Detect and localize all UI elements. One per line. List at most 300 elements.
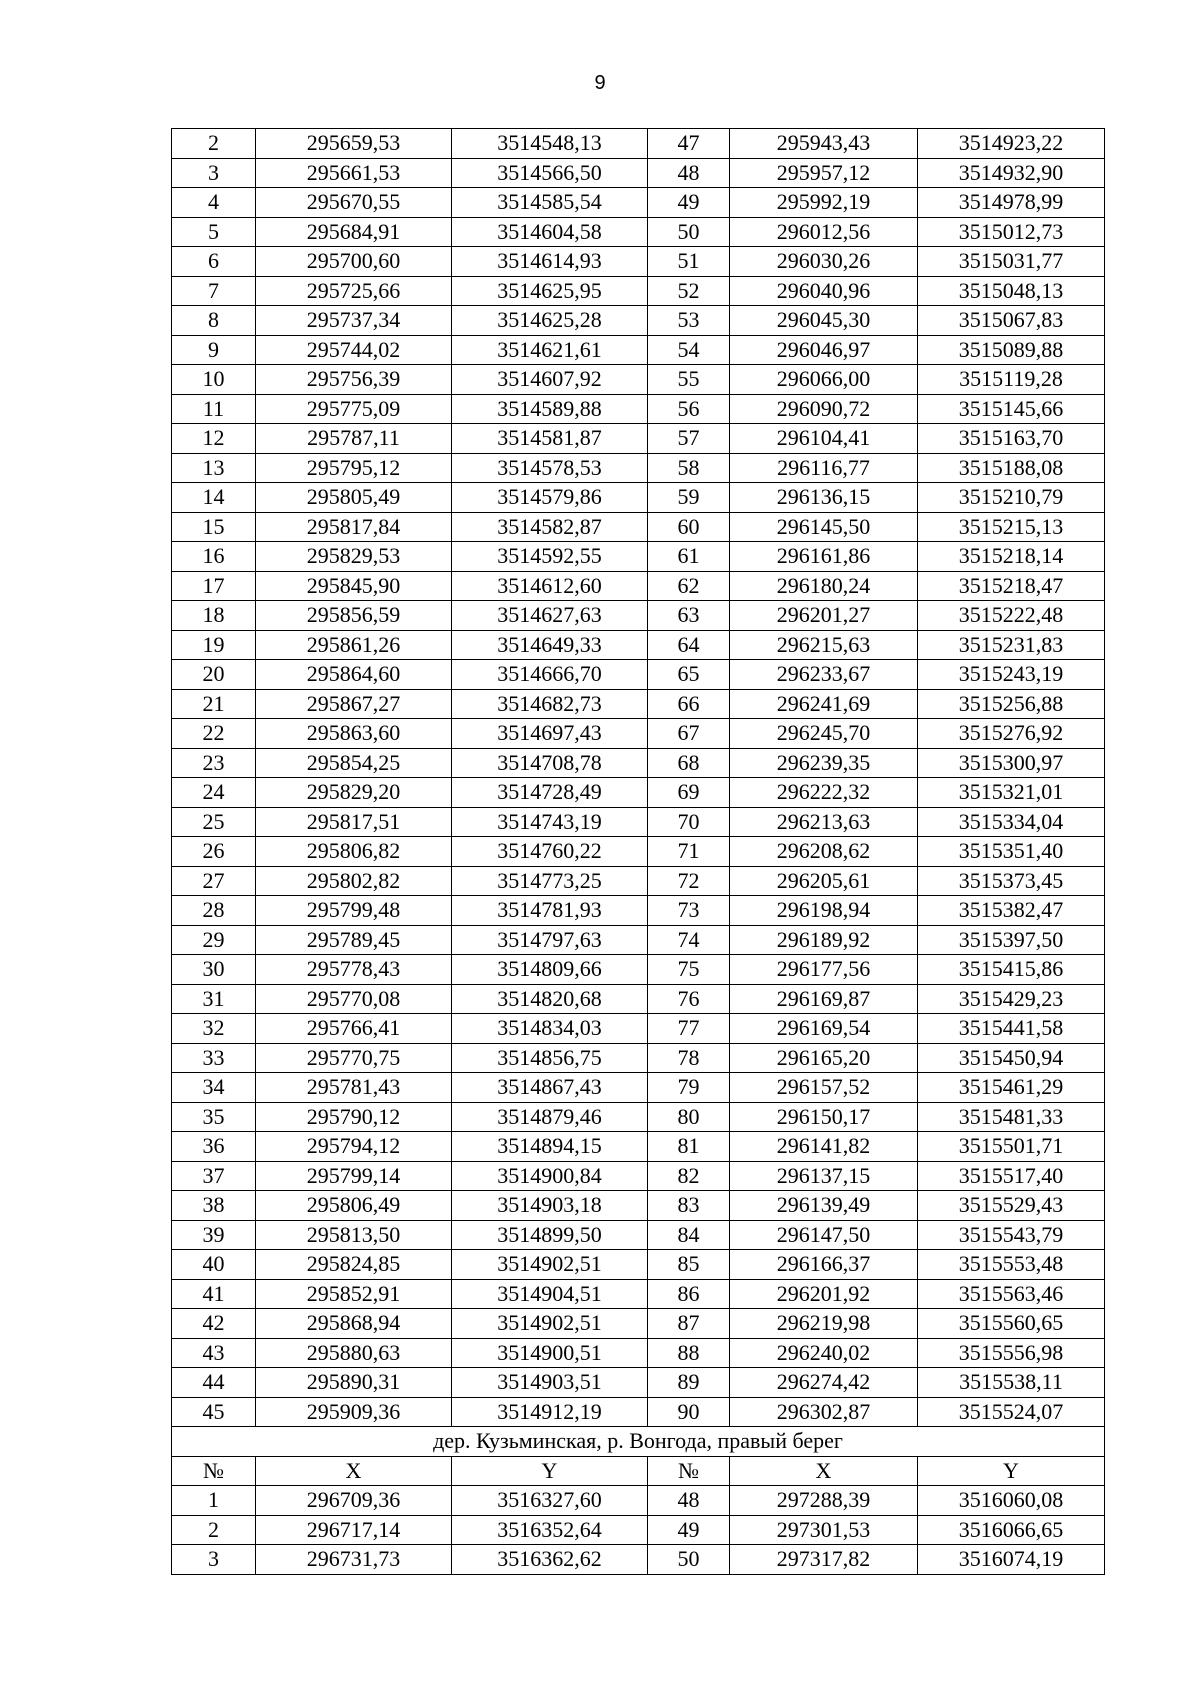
y-coordinate-cell: 3515556,98	[918, 1338, 1105, 1368]
x-header: X	[256, 1456, 452, 1486]
x-coordinate-cell: 295943,43	[730, 129, 918, 159]
point-number-cell: 40	[172, 1250, 256, 1280]
table-row	[172, 158, 1105, 188]
x-coordinate-cell: 296302,87	[730, 1397, 918, 1427]
x-coordinate-cell: 295829,20	[256, 778, 452, 808]
y-coordinate-cell: 3515188,08	[918, 453, 1105, 483]
table-row	[172, 453, 1105, 483]
y-coordinate-cell: 3514902,51	[452, 1250, 648, 1280]
y-coordinate-cell: 3515243,19	[918, 660, 1105, 690]
y-coordinate-cell: 3515481,33	[918, 1102, 1105, 1132]
y-coordinate-cell: 3514900,84	[452, 1161, 648, 1191]
x-coordinate-cell: 296139,49	[730, 1191, 918, 1221]
point-number-cell: 68	[648, 748, 730, 778]
table-row	[172, 424, 1105, 454]
point-number-cell: 5	[172, 217, 256, 247]
table-row	[172, 129, 1105, 159]
y-coordinate-cell: 3515563,46	[918, 1279, 1105, 1309]
x-coordinate-cell: 295829,53	[256, 542, 452, 572]
table-row	[172, 512, 1105, 542]
y-coordinate-cell: 3515351,40	[918, 837, 1105, 867]
x-coordinate-cell: 296241,69	[730, 689, 918, 719]
table-row	[172, 748, 1105, 778]
y-coordinate-cell: 3514649,33	[452, 630, 648, 660]
section-title-row	[172, 1427, 1105, 1457]
point-number-cell: 19	[172, 630, 256, 660]
y-coordinate-cell: 3514627,63	[452, 601, 648, 631]
table-row	[172, 1220, 1105, 1250]
point-number-cell: 26	[172, 837, 256, 867]
y-coordinate-cell: 3515373,45	[918, 866, 1105, 896]
point-number-cell: 18	[172, 601, 256, 631]
y-coordinate-cell: 3515031,77	[918, 247, 1105, 277]
point-number-cell: 23	[172, 748, 256, 778]
x-coordinate-cell: 295806,82	[256, 837, 452, 867]
x-coordinate-cell: 296169,87	[730, 984, 918, 1014]
point-number-cell: 6	[172, 247, 256, 277]
x-coordinate-cell: 296116,77	[730, 453, 918, 483]
table-row	[172, 365, 1105, 395]
x-coordinate-cell: 295670,55	[256, 188, 452, 218]
point-number-cell: 45	[172, 1397, 256, 1427]
point-number-cell: 21	[172, 689, 256, 719]
y-coordinate-cell: 3516327,60	[452, 1486, 648, 1516]
point-number-cell: 73	[648, 896, 730, 926]
point-number-cell: 32	[172, 1014, 256, 1044]
x-coordinate-cell: 296165,20	[730, 1043, 918, 1073]
table-row	[172, 1309, 1105, 1339]
y-coordinate-cell: 3514743,19	[452, 807, 648, 837]
table-row	[172, 866, 1105, 896]
point-number-cell: 9	[172, 335, 256, 365]
table-row	[172, 276, 1105, 306]
point-number-cell: 59	[648, 483, 730, 513]
table-row	[172, 1102, 1105, 1132]
x-coordinate-cell: 295813,50	[256, 1220, 452, 1250]
y-coordinate-cell: 3515163,70	[918, 424, 1105, 454]
x-coordinate-cell: 296166,37	[730, 1250, 918, 1280]
x-coordinate-cell: 296012,56	[730, 217, 918, 247]
x-coordinate-cell: 295794,12	[256, 1132, 452, 1162]
table-row	[172, 1073, 1105, 1103]
y-coordinate-cell: 3514760,22	[452, 837, 648, 867]
y-coordinate-cell: 3515321,01	[918, 778, 1105, 808]
point-number-cell: 54	[648, 335, 730, 365]
point-number-cell: 82	[648, 1161, 730, 1191]
point-number-cell: 81	[648, 1132, 730, 1162]
point-number-cell: 76	[648, 984, 730, 1014]
x-coordinate-cell: 295817,84	[256, 512, 452, 542]
y-coordinate-cell: 3514879,46	[452, 1102, 648, 1132]
y-coordinate-cell: 3514578,53	[452, 453, 648, 483]
point-number-cell: 53	[648, 306, 730, 336]
x-coordinate-cell: 296136,15	[730, 483, 918, 513]
point-number-cell: 16	[172, 542, 256, 572]
y-coordinate-cell: 3514773,25	[452, 866, 648, 896]
x-coordinate-cell: 295957,12	[730, 158, 918, 188]
x-coordinate-cell: 295737,34	[256, 306, 452, 336]
y-coordinate-cell: 3515300,97	[918, 748, 1105, 778]
x-coordinate-cell: 296709,36	[256, 1486, 452, 1516]
y-coordinate-cell: 3516352,64	[452, 1515, 648, 1545]
point-number-cell: 24	[172, 778, 256, 808]
y-coordinate-cell: 3515048,13	[918, 276, 1105, 306]
y-coordinate-cell: 3514899,50	[452, 1220, 648, 1250]
x-coordinate-cell: 295802,82	[256, 866, 452, 896]
table-row	[172, 1515, 1105, 1545]
point-number-cell: 84	[648, 1220, 730, 1250]
y-coordinate-cell: 3515210,79	[918, 483, 1105, 513]
y-coordinate-cell: 3514781,93	[452, 896, 648, 926]
x-coordinate-cell: 295795,12	[256, 453, 452, 483]
y-coordinate-cell: 3514607,92	[452, 365, 648, 395]
y-coordinate-cell: 3516066,65	[918, 1515, 1105, 1545]
x-coordinate-cell: 295661,53	[256, 158, 452, 188]
point-number-cell: 79	[648, 1073, 730, 1103]
table-row	[172, 719, 1105, 749]
x-coordinate-cell: 296147,50	[730, 1220, 918, 1250]
table-row	[172, 1250, 1105, 1280]
x-coordinate-cell: 296177,56	[730, 955, 918, 985]
x-coordinate-cell: 295805,49	[256, 483, 452, 513]
point-number-cell: 36	[172, 1132, 256, 1162]
y-coordinate-cell: 3514809,66	[452, 955, 648, 985]
y-coordinate-cell: 3514592,55	[452, 542, 648, 572]
point-number-cell: 30	[172, 955, 256, 985]
page-number: 9	[594, 72, 606, 94]
point-number-cell: 42	[172, 1309, 256, 1339]
x-coordinate-cell: 296141,82	[730, 1132, 918, 1162]
point-number-cell: 29	[172, 925, 256, 955]
x-coordinate-cell: 295817,51	[256, 807, 452, 837]
point-number-cell: 25	[172, 807, 256, 837]
table-row	[172, 394, 1105, 424]
x-coordinate-cell: 296169,54	[730, 1014, 918, 1044]
x-coordinate-cell: 297288,39	[730, 1486, 918, 1516]
y-coordinate-cell: 3514666,70	[452, 660, 648, 690]
y-coordinate-cell: 3515560,65	[918, 1309, 1105, 1339]
x-coordinate-cell: 295852,91	[256, 1279, 452, 1309]
point-number-cell: 8	[172, 306, 256, 336]
point-number-cell: 72	[648, 866, 730, 896]
point-number-cell: 51	[648, 247, 730, 277]
point-number-cell: 14	[172, 483, 256, 513]
table-row	[172, 601, 1105, 631]
table-row	[172, 630, 1105, 660]
x-coordinate-cell: 296066,00	[730, 365, 918, 395]
x-coordinate-cell: 295799,14	[256, 1161, 452, 1191]
number-header: №	[648, 1456, 730, 1486]
point-number-cell: 65	[648, 660, 730, 690]
y-coordinate-cell: 3514856,75	[452, 1043, 648, 1073]
y-coordinate-cell: 3515397,50	[918, 925, 1105, 955]
point-number-cell: 2	[172, 129, 256, 159]
y-coordinate-cell: 3515218,14	[918, 542, 1105, 572]
x-coordinate-cell: 296161,86	[730, 542, 918, 572]
x-header: X	[730, 1456, 918, 1486]
table-row	[172, 1397, 1105, 1427]
y-header: Y	[452, 1456, 648, 1486]
table-row	[172, 1191, 1105, 1221]
point-number-cell: 2	[172, 1515, 256, 1545]
point-number-cell: 11	[172, 394, 256, 424]
x-coordinate-cell: 297317,82	[730, 1545, 918, 1575]
y-coordinate-cell: 3515517,40	[918, 1161, 1105, 1191]
point-number-cell: 52	[648, 276, 730, 306]
point-number-cell: 41	[172, 1279, 256, 1309]
x-coordinate-cell: 296213,63	[730, 807, 918, 837]
point-number-cell: 34	[172, 1073, 256, 1103]
y-coordinate-cell: 3515501,71	[918, 1132, 1105, 1162]
x-coordinate-cell: 296045,30	[730, 306, 918, 336]
x-coordinate-cell: 295824,85	[256, 1250, 452, 1280]
table-row	[172, 483, 1105, 513]
point-number-cell: 80	[648, 1102, 730, 1132]
point-number-cell: 28	[172, 896, 256, 926]
y-coordinate-cell: 3516074,19	[918, 1545, 1105, 1575]
x-coordinate-cell: 295789,45	[256, 925, 452, 955]
table-row	[172, 1043, 1105, 1073]
point-number-cell: 50	[648, 217, 730, 247]
table-row	[172, 571, 1105, 601]
x-coordinate-cell: 296030,26	[730, 247, 918, 277]
x-coordinate-cell: 295864,60	[256, 660, 452, 690]
y-coordinate-cell: 3514697,43	[452, 719, 648, 749]
point-number-cell: 62	[648, 571, 730, 601]
point-number-cell: 17	[172, 571, 256, 601]
x-coordinate-cell: 295700,60	[256, 247, 452, 277]
x-coordinate-cell: 295845,90	[256, 571, 452, 601]
y-coordinate-cell: 3514912,19	[452, 1397, 648, 1427]
point-number-cell: 69	[648, 778, 730, 808]
x-coordinate-cell: 296201,92	[730, 1279, 918, 1309]
y-coordinate-cell: 3515524,07	[918, 1397, 1105, 1427]
x-coordinate-cell: 295854,25	[256, 748, 452, 778]
point-number-cell: 56	[648, 394, 730, 424]
point-number-cell: 38	[172, 1191, 256, 1221]
x-coordinate-cell: 296198,94	[730, 896, 918, 926]
y-coordinate-cell: 3514902,51	[452, 1309, 648, 1339]
point-number-cell: 49	[648, 1515, 730, 1545]
x-coordinate-cell: 296274,42	[730, 1368, 918, 1398]
point-number-cell: 1	[172, 1486, 256, 1516]
point-number-cell: 90	[648, 1397, 730, 1427]
x-coordinate-cell: 295856,59	[256, 601, 452, 631]
section-title: дер. Кузьминская, р. Вонгода, правый берег	[172, 1427, 1105, 1457]
x-coordinate-cell: 296180,24	[730, 571, 918, 601]
point-number-cell: 75	[648, 955, 730, 985]
table-row	[172, 1279, 1105, 1309]
y-coordinate-cell: 3514728,49	[452, 778, 648, 808]
x-coordinate-cell: 295992,19	[730, 188, 918, 218]
point-number-cell: 7	[172, 276, 256, 306]
table-row	[172, 1161, 1105, 1191]
y-coordinate-cell: 3514604,58	[452, 217, 648, 247]
x-coordinate-cell: 295775,09	[256, 394, 452, 424]
x-coordinate-cell: 295868,94	[256, 1309, 452, 1339]
y-coordinate-cell: 3515256,88	[918, 689, 1105, 719]
point-number-cell: 12	[172, 424, 256, 454]
point-number-cell: 63	[648, 601, 730, 631]
point-number-cell: 22	[172, 719, 256, 749]
point-number-cell: 3	[172, 158, 256, 188]
y-coordinate-cell: 3514923,22	[918, 129, 1105, 159]
x-coordinate-cell: 295778,43	[256, 955, 452, 985]
x-coordinate-cell: 295781,43	[256, 1073, 452, 1103]
y-coordinate-cell: 3515218,47	[918, 571, 1105, 601]
x-coordinate-cell: 296145,50	[730, 512, 918, 542]
x-coordinate-cell: 296240,02	[730, 1338, 918, 1368]
x-coordinate-cell: 296233,67	[730, 660, 918, 690]
y-coordinate-cell: 3515429,23	[918, 984, 1105, 1014]
y-coordinate-cell: 3514625,28	[452, 306, 648, 336]
table-row	[172, 925, 1105, 955]
x-coordinate-cell: 295806,49	[256, 1191, 452, 1221]
x-coordinate-cell: 296219,98	[730, 1309, 918, 1339]
y-coordinate-cell: 3515067,83	[918, 306, 1105, 336]
coordinates-table	[171, 128, 1105, 1575]
point-number-cell: 3	[172, 1545, 256, 1575]
y-coordinate-cell: 3514820,68	[452, 984, 648, 1014]
x-coordinate-cell: 295890,31	[256, 1368, 452, 1398]
x-coordinate-cell: 296215,63	[730, 630, 918, 660]
table-row	[172, 1014, 1105, 1044]
point-number-cell: 77	[648, 1014, 730, 1044]
y-coordinate-cell: 3515222,48	[918, 601, 1105, 631]
table-row	[172, 542, 1105, 572]
y-coordinate-cell: 3514903,51	[452, 1368, 648, 1398]
y-coordinate-cell: 3514579,86	[452, 483, 648, 513]
x-coordinate-cell: 297301,53	[730, 1515, 918, 1545]
y-coordinate-cell: 3515441,58	[918, 1014, 1105, 1044]
y-coordinate-cell: 3514582,87	[452, 512, 648, 542]
y-coordinate-cell: 3514834,03	[452, 1014, 648, 1044]
x-coordinate-cell: 296205,61	[730, 866, 918, 896]
table-row	[172, 984, 1105, 1014]
point-number-cell: 64	[648, 630, 730, 660]
table-row	[172, 247, 1105, 277]
point-number-cell: 83	[648, 1191, 730, 1221]
point-number-cell: 87	[648, 1309, 730, 1339]
table-header-row	[172, 1456, 1105, 1486]
point-number-cell: 49	[648, 188, 730, 218]
y-coordinate-cell: 3515119,28	[918, 365, 1105, 395]
table-row	[172, 306, 1105, 336]
y-coordinate-cell: 3515538,11	[918, 1368, 1105, 1398]
y-coordinate-cell: 3515450,94	[918, 1043, 1105, 1073]
table-row	[172, 1486, 1105, 1516]
point-number-cell: 33	[172, 1043, 256, 1073]
point-number-cell: 61	[648, 542, 730, 572]
point-number-cell: 55	[648, 365, 730, 395]
point-number-cell: 4	[172, 188, 256, 218]
x-coordinate-cell: 296245,70	[730, 719, 918, 749]
x-coordinate-cell: 295863,60	[256, 719, 452, 749]
y-coordinate-cell: 3514904,51	[452, 1279, 648, 1309]
x-coordinate-cell: 295744,02	[256, 335, 452, 365]
table-row	[172, 1368, 1105, 1398]
table-row	[172, 689, 1105, 719]
point-number-cell: 48	[648, 158, 730, 188]
table-row	[172, 335, 1105, 365]
x-coordinate-cell: 296189,92	[730, 925, 918, 955]
point-number-cell: 47	[648, 129, 730, 159]
x-coordinate-cell: 295684,91	[256, 217, 452, 247]
point-number-cell: 70	[648, 807, 730, 837]
x-coordinate-cell: 296731,73	[256, 1545, 452, 1575]
y-coordinate-cell: 3515145,66	[918, 394, 1105, 424]
point-number-cell: 57	[648, 424, 730, 454]
table-row	[172, 1338, 1105, 1368]
y-coordinate-cell: 3515012,73	[918, 217, 1105, 247]
x-coordinate-cell: 296104,41	[730, 424, 918, 454]
table-row	[172, 1132, 1105, 1162]
table-row	[172, 188, 1105, 218]
point-number-cell: 20	[172, 660, 256, 690]
table-row	[172, 778, 1105, 808]
y-coordinate-cell: 3515461,29	[918, 1073, 1105, 1103]
table-row	[172, 217, 1105, 247]
x-coordinate-cell: 296222,32	[730, 778, 918, 808]
point-number-cell: 48	[648, 1486, 730, 1516]
y-coordinate-cell: 3514900,51	[452, 1338, 648, 1368]
y-coordinate-cell: 3516362,62	[452, 1545, 648, 1575]
y-coordinate-cell: 3514903,18	[452, 1191, 648, 1221]
point-number-cell: 67	[648, 719, 730, 749]
y-coordinate-cell: 3514625,95	[452, 276, 648, 306]
x-coordinate-cell: 295725,66	[256, 276, 452, 306]
y-coordinate-cell: 3514797,63	[452, 925, 648, 955]
y-coordinate-cell: 3515276,92	[918, 719, 1105, 749]
y-coordinate-cell: 3515382,47	[918, 896, 1105, 926]
table-row	[172, 660, 1105, 690]
point-number-cell: 13	[172, 453, 256, 483]
x-coordinate-cell: 296040,96	[730, 276, 918, 306]
y-coordinate-cell: 3514894,15	[452, 1132, 648, 1162]
y-coordinate-cell: 3514566,50	[452, 158, 648, 188]
x-coordinate-cell: 295766,41	[256, 1014, 452, 1044]
y-coordinate-cell: 3515529,43	[918, 1191, 1105, 1221]
x-coordinate-cell: 296201,27	[730, 601, 918, 631]
table-row	[172, 807, 1105, 837]
y-coordinate-cell: 3514548,13	[452, 129, 648, 159]
x-coordinate-cell: 296239,35	[730, 748, 918, 778]
y-header: Y	[918, 1456, 1105, 1486]
y-coordinate-cell: 3515215,13	[918, 512, 1105, 542]
x-coordinate-cell: 295799,48	[256, 896, 452, 926]
table-row	[172, 1545, 1105, 1575]
y-coordinate-cell: 3514612,60	[452, 571, 648, 601]
y-coordinate-cell: 3515415,86	[918, 955, 1105, 985]
x-coordinate-cell: 295756,39	[256, 365, 452, 395]
y-coordinate-cell: 3514614,93	[452, 247, 648, 277]
point-number-cell: 50	[648, 1545, 730, 1575]
x-coordinate-cell: 295770,08	[256, 984, 452, 1014]
x-coordinate-cell: 295861,26	[256, 630, 452, 660]
point-number-cell: 31	[172, 984, 256, 1014]
point-number-cell: 86	[648, 1279, 730, 1309]
point-number-cell: 71	[648, 837, 730, 867]
y-coordinate-cell: 3514682,73	[452, 689, 648, 719]
y-coordinate-cell: 3514585,54	[452, 188, 648, 218]
x-coordinate-cell: 295867,27	[256, 689, 452, 719]
point-number-cell: 74	[648, 925, 730, 955]
y-coordinate-cell: 3514708,78	[452, 748, 648, 778]
x-coordinate-cell: 295909,36	[256, 1397, 452, 1427]
y-coordinate-cell: 3514589,88	[452, 394, 648, 424]
point-number-cell: 35	[172, 1102, 256, 1132]
y-coordinate-cell: 3514581,87	[452, 424, 648, 454]
